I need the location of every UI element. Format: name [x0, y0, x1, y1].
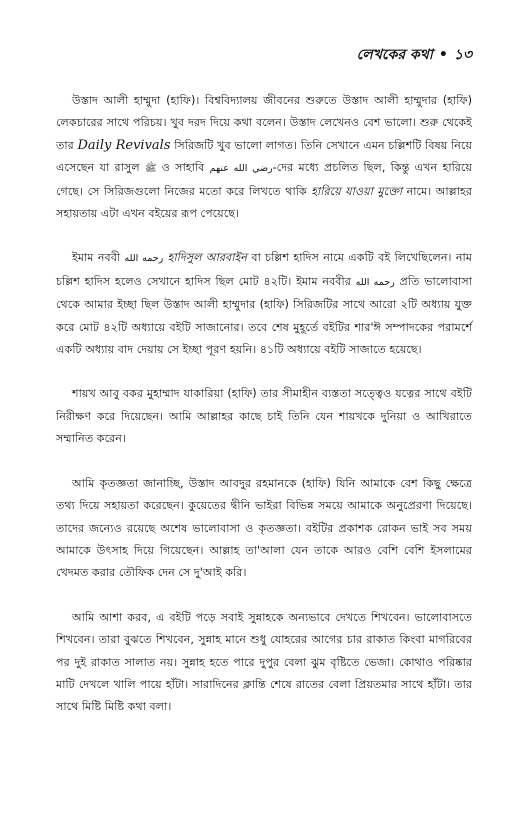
chapter-title: লেখকের কথা: [356, 47, 433, 63]
paragraph-4: আমি কৃতজ্ঞতা জানাচ্ছি, উস্তাদ আবদুর রহমানকে (হাফি) যিনি আমাকে বেশ কিছু ক্ষেত্রে তথ্য দিয়ে সহায়তা করেছেন। কুয়েতের দ্বীনি ভাইরা বিভিন্ন সময়ে আমাকে অনুপ্রেরণা দিয়েছে। তাদের জন্যেও রয়েছে অশেষ ভালোবাসা ও কৃতজ্ঞতা। বইটির প্রকাশক রোকন ভাই সব সময় আমাকে উৎসাহ দিয়ে গিয়েছেন। আল্লাহ তা'আলা যেন তাকে আরও বেশি বেশি ইসলামের খেদমত করার তৌফিক দেন সে দু'আই করি।: [56, 476, 472, 580]
series-title-daily-revivals: Daily Revivals: [77, 137, 171, 153]
paragraph-1-text-a: উস্তাদ আলী হাম্মুদা (হাফি)। বিশ্ববিদ্যালয় জীবনের শুরুতে উস্তাদ আলী হাম্মুদার (হাফি) লেকচারের সাথে পরিচয়। খুব দরদ দিয়ে কথা বলেন। উস্তাদ লেখেনও বেশ ভালো। শুরু থেকেই তার: [56, 94, 472, 152]
salawat-honorific: ﷺ: [144, 163, 157, 175]
paragraph-3: শায়খ আবু বকর মুহাম্মাদ যাকারিয়া (হাফি) তার সীমাহীন ব্যস্ততা সত্ত্বেও যত্নের সাথে বইটি নিরীক্ষণ করে দিয়েছেন। আমি আল্লাহর কাছে চাই তিনি যেন শায়খকে দুনিয়া ও আখিরাতে সম্মানিত করেন।: [56, 387, 472, 446]
paragraph-1-text-d: -দের মধ্যে প্রচলিত ছিল, কিন্তু এখন হারিয়ে গেছে। সে সিরিজগুলো নিজের মতো করে লিখতে থাকি: [56, 161, 473, 198]
hadith-book-title: হাদিসুল আরবাইন: [167, 251, 247, 265]
paragraph-1-text-c: ও সাহাবি: [161, 161, 205, 175]
page-body: [56, 90, 472, 719]
paragraph-2-text-a: ইমাম নববী: [72, 251, 121, 265]
paragraph-2-text-c: প্রতি ভালোবাসা থেকে আমার ইচ্ছা ছিল উস্তাদ আলী হাম্মুদার (হাফি) সিরিজটির সাথে আরো ২টি অধ্যায় যুক্ত করে মোট ৪২টি অধ্যায়ে বইটি সাজানোর। তবে শেষ মুহূর্তে বইটির শার'ঈ সম্পাদকের পরামর্শে একটি অধ্যায় বাদ দেয়ায় সে ইচ্ছা পূরণ হয়নি। ৪১টি অধ্যায়ে বইটি সাজাতে হয়েছে।: [56, 274, 472, 357]
rahimahullah-honorific-2: رحمه الله: [355, 276, 395, 288]
book-title-italic: হারিয়ে যাওয়া মুক্তো: [311, 184, 403, 198]
paragraph-2: [56, 247, 472, 361]
paragraph-1: [56, 90, 472, 225]
rahimahullah-honorific: رحمه الله: [124, 253, 164, 265]
paragraph-2-text-b: বা চল্লিশ হাদিস নামে একটি বই লিখেছিলেন। নাম চল্লিশ হাদিস হলেও সেখানে হাদিস ছিল মোট ৪২টি। ইমাম নববীর: [56, 251, 472, 288]
radiyallahu-honorific: رضي الله عنهم: [209, 163, 273, 175]
header-bullet: •: [438, 47, 448, 63]
page-number: ১৩: [453, 47, 472, 63]
paragraph-1-text-e: নামে। আল্লাহর সহায়তায় এটা এখন বইয়ের রূপ পেয়েছে।: [56, 184, 472, 221]
paragraph-5: আমি আশা করব, এ বইটি পড়ে সবাই সুন্নাহকে অন্যভাবে দেখতে শিখবেন। ভালোবাসতে শিখবেন। তারা বুঝতে শিখবেন, সুন্নাহ মানে শুধু যোহরের আগের চার রাকাত কিংবা মাগরিবের পর দুই রাকাত সালাত নয়। সুন্নাহ হতে পারে দুপুর বেলা ঝুম বৃষ্টিতে ভেজা। কোথাও পরিষ্কার মাটি দেখলে খালি পায়ে হাঁটা। সারাদিনের ক্লান্তি শেষে রাতের বেলা প্রিয়তমার সাথে হাঁটা। তার সাথে মিষ্টি মিষ্টি কথা বলা।: [56, 610, 472, 714]
running-header: [357, 43, 472, 67]
paragraph-1-text-b: সিরিজটি খুব ভালো লাগত। তিনি সেখানে এমন চল্লিশটি বিষয় নিয়ে এসেছেন যা রাসুল: [56, 138, 473, 175]
